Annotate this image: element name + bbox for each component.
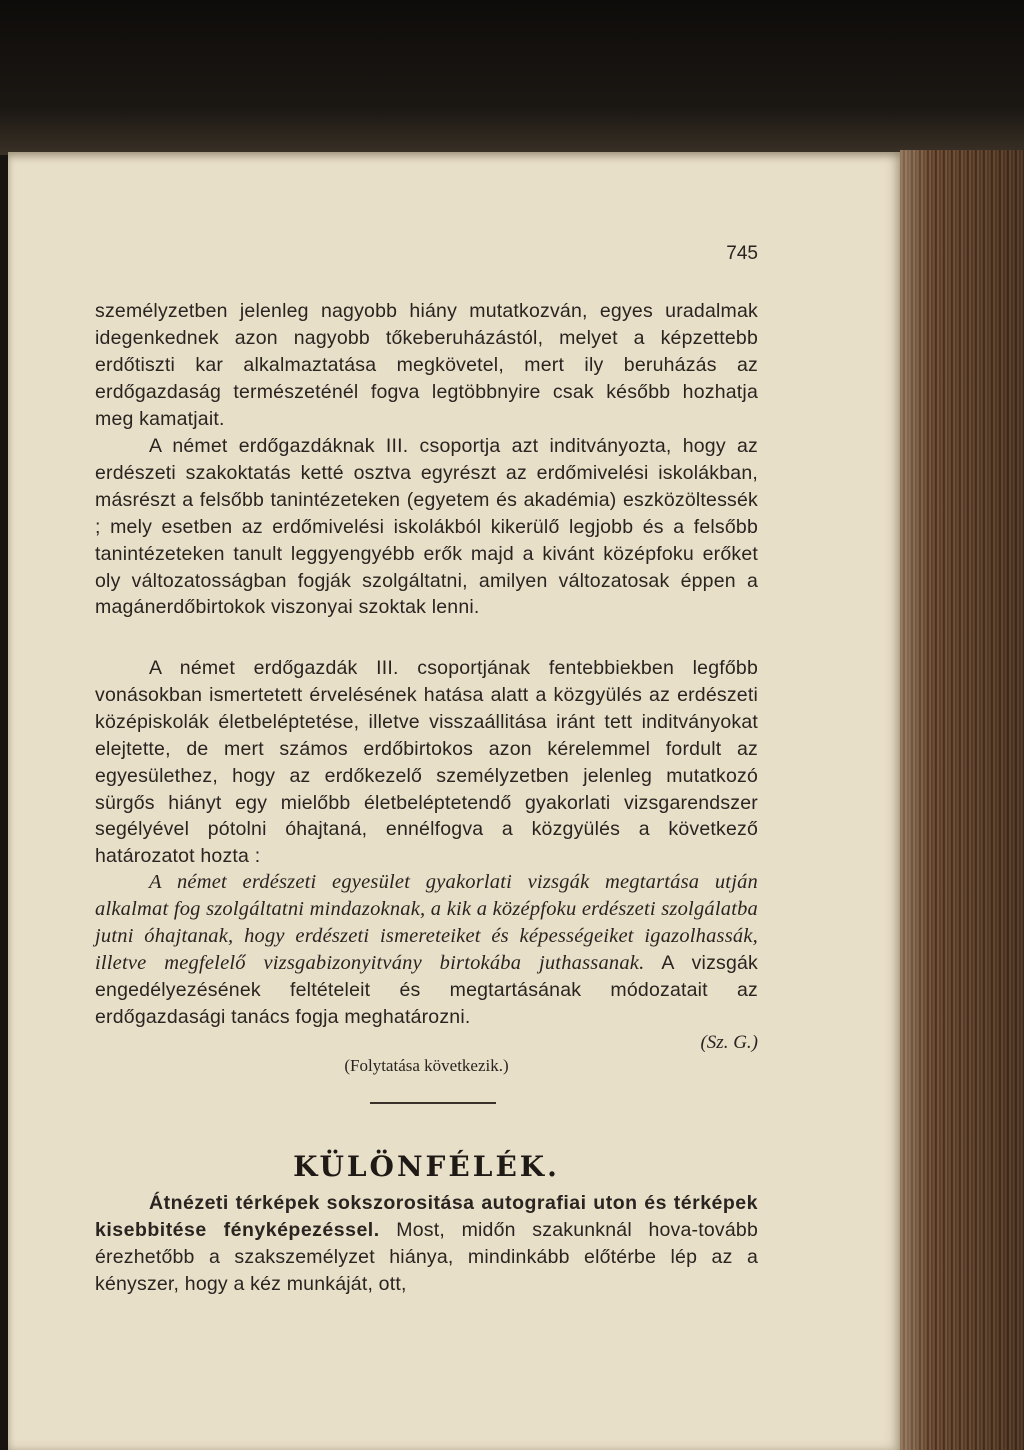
article-lead-text: Most, midőn szakunknál hova-tovább érezhetőbb a szakszemélyzet hiánya, mindinkább előtérbe lép az a kényszer, hogy a kéz munkáját, ott, (95, 1218, 758, 1295)
section-heading: KÜLÖNFÉLÉK. (293, 1150, 560, 1183)
article-lead-title: Átnézeti térképek sokszorositása autografiai uton és térképek kisebbitése fényképezéssel. (95, 1192, 758, 1241)
paragraph-1: személyzetben jelenleg nagyobb hiány mutatkozván, egyes uradalmak idegenkednek azon nagyobb tőkeberuházástól, melyet a képzettebb erdőtiszti kar alkalmaztatása megkövetel, mert ily beruházás az erdőgazdaság természeténél fogva legtöbbnyire csak később hozhatja meg kamatjait. (95, 300, 758, 430)
scan-background-top (0, 0, 1024, 155)
section-divider (370, 1102, 496, 1104)
resolution-text: A német erdészeti egyesület gyakorlati vizsgák megtartása utján alkalmat fog szolgáltatni mindazoknak, a kik a középfoku erdészeti szolgálatba jutni óhajtanak, hogy erdészeti ismereteiket és képességeiket igazolhassák, illetve megfelelő vizsgabizonyitvány birtokába juthassanak. (95, 871, 758, 974)
paragraph-4-resolution (95, 869, 758, 1030)
resolution-followup: A vizsgák engedélyezésének feltételeit és megtartásának módozatait az erdőgazdasági tanács fogja meghatározni. (95, 951, 759, 1028)
page-number: 745 (726, 243, 758, 264)
paragraph-3: A német erdőgazdák III. csoportjának fentebbiekben legfőbb vonásokban ismertetett érvelésének hatása alatt a közgyülés az erdészeti középiskolák életbeléptetése, illetve visszaállitása iránt tett inditványokat elejtette, de mert számos erdőbirtokos azon kérelemmel fordult az egyesülethez, hogy az erdőkezelő személyzetben jelenleg mutatkozó sürgős hiányt egy mielőbb életbeléptetendő gyakorlati vizsgarendszer segélyével pótolni óhajtaná, ennélfogva a közgyülés a következő határozatot hozta : (95, 657, 758, 868)
continuation-note: (Folytatása következik.) (344, 1056, 509, 1075)
paragraph-2: A német erdőgazdáknak III. csoportja azt inditványozta, hogy az erdészeti szakoktatás ketté osztva egyrészt az erdőmivelési iskolákban, másrészt a felsőbb tanintézeteken (egyetem és akadémia) eszközöltessék ; mely esetben az erdőmivelési iskolákból kikerülő legjobb és a felsőbb tanintézeteken tanult leggyengyébb erők majd a kivánt középfoku erőket oly változatosságban fogják szolgáltatni, amilyen változatosak éppen a magánerdőbirtokok viszonyai szoktak lenni. (95, 435, 758, 619)
paragraph-5 (95, 1190, 758, 1298)
author-signature: (Sz. G.) (700, 1032, 758, 1053)
book-page-edges (900, 150, 1024, 1450)
